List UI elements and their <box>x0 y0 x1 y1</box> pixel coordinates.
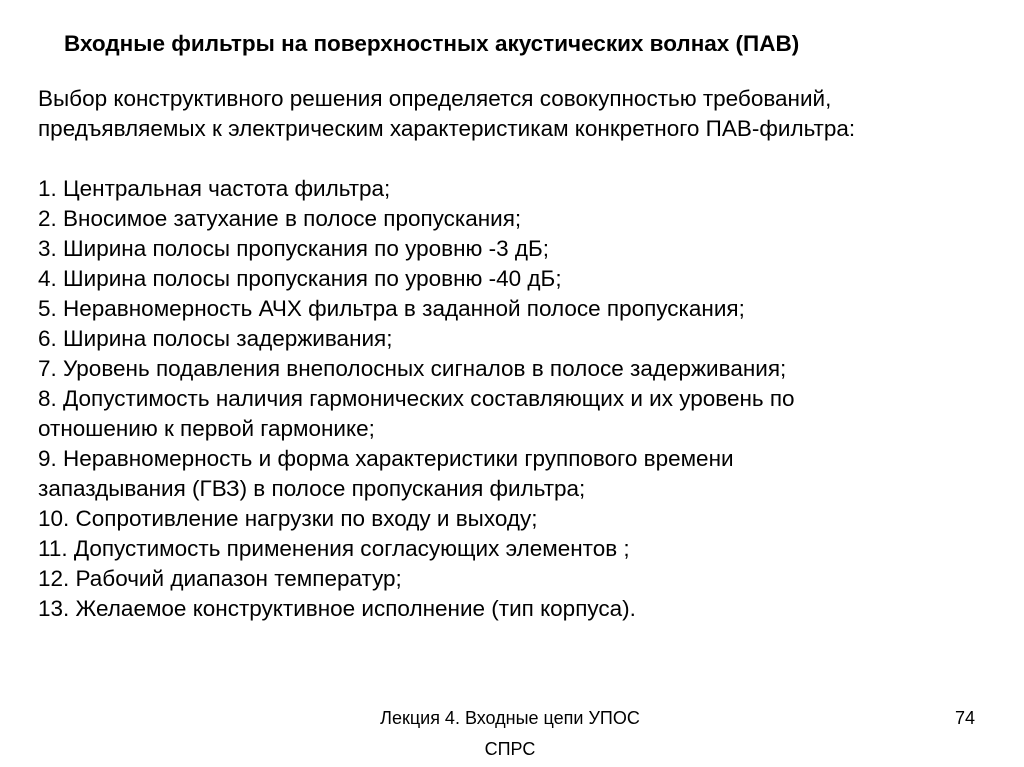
footer-lecture-title <box>330 703 690 765</box>
requirement-text: 8. Допустимость наличия гармонических составляющих и их уровень по <box>38 386 795 411</box>
requirement-item <box>38 204 998 234</box>
requirement-text: 9. Неравномерность и форма характеристики группового времени <box>38 446 734 471</box>
requirement-text: 2. Вносимое затухание в полосе пропускания; <box>38 206 522 231</box>
requirement-text-continued: запаздывания (ГВЗ) в полосе пропускания фильтра; <box>38 476 586 501</box>
requirement-item <box>38 354 998 384</box>
requirement-item <box>38 564 998 594</box>
requirement-item <box>38 444 998 504</box>
intro-line: Выбор конструктивного решения определяется совокупностью требований, <box>38 86 832 111</box>
footer-lecture-line: СПРС <box>484 739 536 759</box>
requirement-item <box>38 174 998 204</box>
requirement-text: 10. Сопротивление нагрузки по входу и выходу; <box>38 506 538 531</box>
footer-lecture-line: Лекция 4. Входные цепи УПОС <box>380 708 640 728</box>
requirement-text: 1. Центральная частота фильтра; <box>38 176 391 201</box>
requirement-text: 4. Ширина полосы пропускания по уровню -40 дБ; <box>38 266 562 291</box>
requirement-text: 11. Допустимость применения согласующих элементов ; <box>38 536 630 561</box>
requirement-text: 13. Желаемое конструктивное исполнение (тип корпуса). <box>38 596 636 621</box>
requirement-text-continued: отношению к первой гармонике; <box>38 416 375 441</box>
requirement-text: 5. Неравномерность АЧХ фильтра в заданной полосе пропускания; <box>38 296 745 321</box>
requirement-text: 7. Уровень подавления внеполосных сигналов в полосе задерживания; <box>38 356 787 381</box>
intro-paragraph <box>38 84 998 144</box>
requirement-item <box>38 384 998 444</box>
requirement-text: 6. Ширина полосы задерживания; <box>38 326 393 351</box>
requirement-item <box>38 294 998 324</box>
requirement-item <box>38 324 998 354</box>
requirement-text: 12. Рабочий диапазон температур; <box>38 566 402 591</box>
requirement-item <box>38 264 998 294</box>
requirement-item <box>38 534 998 564</box>
page-number: 74 <box>954 708 975 728</box>
slide-title: Входные фильтры на поверхностных акустических волнах (ПАВ) <box>64 31 800 56</box>
requirement-text: 3. Ширина полосы пропускания по уровню -3 дБ; <box>38 236 550 261</box>
requirement-item <box>38 594 998 624</box>
requirement-item <box>38 504 998 534</box>
requirement-item <box>38 234 998 264</box>
requirements-list <box>38 174 998 624</box>
intro-line: предъявляемых к электрическим характеристикам конкретного ПАВ-фильтра: <box>38 116 856 141</box>
